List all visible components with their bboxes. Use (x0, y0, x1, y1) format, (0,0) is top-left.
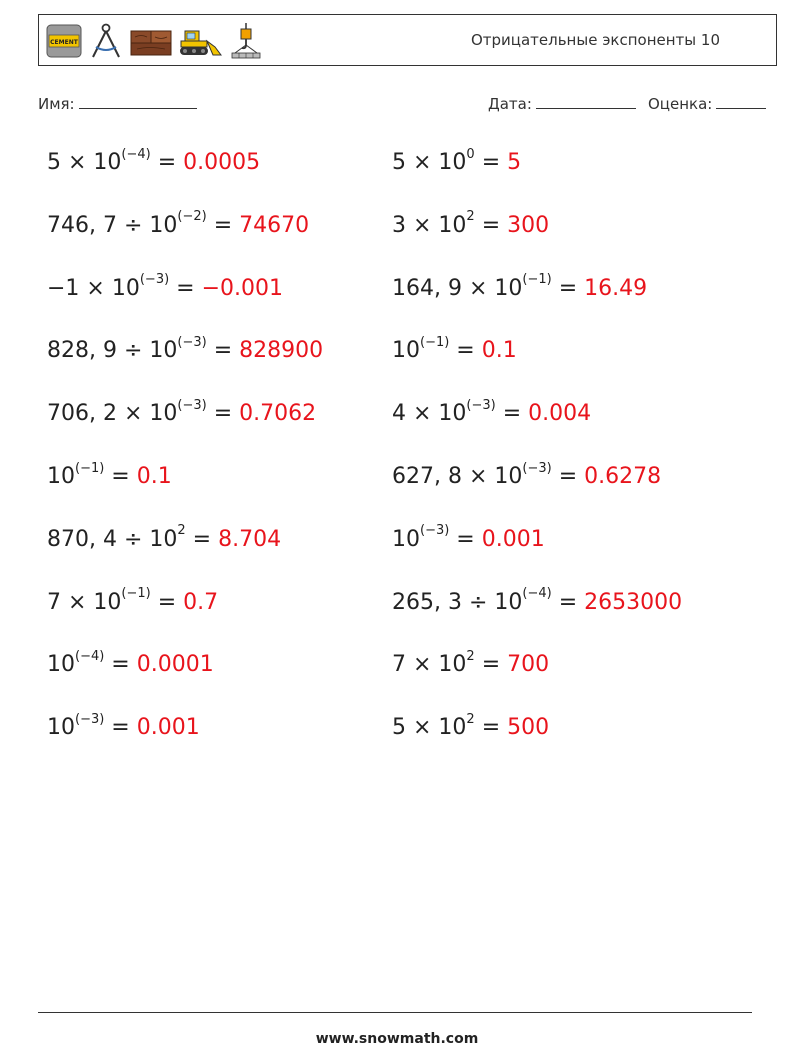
equals-sign: = (150, 589, 184, 615)
problem-answer: 0.001 (136, 715, 200, 741)
problem-answer: 74670 (239, 212, 310, 238)
equals-sign: = (206, 401, 240, 427)
problem-exponent: (−1) (75, 460, 105, 476)
score-blank[interactable] (716, 94, 766, 109)
compass-icon (87, 21, 125, 61)
problem-exponent: (−3) (420, 523, 450, 539)
problem-answer: 0.6278 (584, 464, 662, 489)
problem-expression: 7 × 10 (392, 652, 467, 678)
problem-expression: 10 (47, 715, 75, 741)
worksheet-header (38, 14, 777, 66)
problem-exponent: (−1) (522, 272, 552, 288)
equals-sign: = (206, 338, 240, 364)
score-label: Оценка: (648, 95, 713, 113)
equals-sign: = (474, 652, 508, 678)
problem-expression: 164, 9 × 10 (392, 275, 523, 301)
problem-expression: 706, 2 × 10 (47, 401, 178, 427)
problem-expression: 10 (47, 464, 75, 489)
problem-expression: 627, 8 × 10 (392, 464, 523, 489)
problem-exponent: 2 (466, 711, 475, 727)
problem-expression: 870, 4 ÷ 10 (47, 526, 178, 552)
problem-left-3 (47, 272, 284, 301)
problem-exponent: (−4) (522, 586, 552, 602)
problem-expression: 10 (392, 526, 420, 552)
equals-sign: = (104, 464, 137, 489)
problem-exponent: 2 (466, 649, 475, 665)
problem-left-6 (47, 460, 172, 489)
problem-answer: 5 (507, 150, 522, 175)
problem-expression: 7 × 10 (47, 589, 122, 615)
problem-answer: 300 (507, 212, 550, 238)
wood-planks-icon (129, 21, 173, 61)
equals-sign: = (104, 652, 137, 678)
problem-right-6 (392, 460, 662, 489)
equals-sign: = (169, 275, 202, 301)
name-field (38, 94, 197, 113)
equals-sign: = (449, 526, 482, 552)
problem-left-7 (47, 523, 282, 552)
problem-expression: −1 × 10 (47, 275, 140, 301)
worksheet-title: Отрицательные экспоненты 10 (470, 31, 720, 49)
equals-sign: = (474, 715, 508, 741)
problem-answer: 0.001 (481, 526, 545, 552)
problem-exponent: (−3) (522, 460, 552, 476)
problem-answer: 0.004 (528, 401, 592, 427)
date-field (488, 94, 636, 113)
problem-expression: 5 × 10 (392, 715, 467, 741)
problem-right-3 (392, 272, 648, 301)
problem-exponent: 2 (466, 209, 475, 225)
equals-sign: = (551, 464, 585, 489)
problem-right-10 (392, 711, 550, 741)
problem-expression: 746, 7 ÷ 10 (47, 212, 178, 238)
problem-left-5 (47, 397, 317, 427)
footer-url: www.snowmath.com (315, 1031, 479, 1047)
problem-answer: 0.1 (136, 464, 172, 489)
problem-exponent: (−3) (177, 335, 207, 351)
problem-exponent: (−2) (177, 209, 207, 225)
problem-exponent: (−3) (466, 397, 496, 413)
problem-exponent: (−1) (121, 586, 151, 602)
name-label: Имя: (38, 95, 75, 113)
problem-answer: 2653000 (584, 589, 683, 615)
problem-answer: 8.704 (218, 526, 282, 552)
problem-right-8 (392, 586, 683, 615)
problem-exponent: (−4) (121, 146, 151, 162)
problem-expression: 828, 9 ÷ 10 (47, 338, 178, 364)
name-blank[interactable] (79, 94, 197, 109)
problem-left-2 (47, 209, 310, 238)
score-field (648, 94, 766, 113)
date-label: Дата: (488, 95, 532, 113)
problem-exponent: (−4) (75, 649, 105, 665)
problem-expression: 5 × 10 (47, 150, 122, 175)
problem-left-4 (47, 335, 324, 364)
problem-expression: 265, 3 ÷ 10 (392, 589, 523, 615)
problem-left-9 (47, 649, 214, 678)
problem-answer: 0.1 (481, 338, 517, 364)
problem-right-7 (392, 523, 545, 552)
svg-text:CEMENT: CEMENT (50, 39, 78, 46)
problem-left-10 (47, 711, 200, 741)
equals-sign: = (551, 589, 585, 615)
equals-sign: = (104, 715, 137, 741)
header-icons (45, 21, 265, 61)
equals-sign: = (449, 338, 482, 364)
problem-expression: 10 (47, 652, 75, 678)
problem-right-9 (392, 649, 550, 678)
problem-expression: 4 × 10 (392, 401, 467, 427)
problem-answer: 0.0001 (136, 652, 214, 678)
problem-answer: 16.49 (584, 275, 648, 301)
problem-right-4 (392, 335, 517, 364)
bulldozer-icon (177, 21, 223, 61)
problem-exponent: 2 (177, 523, 186, 539)
problem-right-1 (392, 146, 522, 175)
problem-exponent: (−3) (75, 711, 105, 727)
cement-bag-icon (45, 21, 83, 61)
equals-sign: = (150, 150, 184, 175)
problem-exponent: (−1) (420, 335, 450, 351)
problem-left-1 (47, 146, 261, 175)
problem-right-2 (392, 209, 550, 238)
problem-answer: 700 (507, 652, 550, 678)
date-blank[interactable] (536, 94, 636, 109)
problem-right-5 (392, 397, 592, 427)
problem-answer: 500 (507, 715, 550, 741)
problem-answer: −0.001 (201, 275, 284, 301)
problem-expression: 3 × 10 (392, 212, 467, 238)
problem-exponent: (−3) (177, 397, 207, 413)
equals-sign: = (185, 526, 219, 552)
problem-expression: 5 × 10 (392, 150, 467, 175)
equals-sign: = (474, 212, 508, 238)
problem-answer: 828900 (239, 338, 324, 364)
equals-sign: = (495, 401, 529, 427)
footer-divider (38, 1012, 752, 1013)
problem-expression: 10 (392, 338, 420, 364)
crane-hook-icon (227, 21, 265, 61)
problem-answer: 0.0005 (183, 150, 261, 175)
problem-exponent: 0 (466, 146, 475, 162)
equals-sign: = (474, 150, 508, 175)
problem-left-8 (47, 586, 219, 615)
problem-exponent: (−3) (139, 272, 170, 288)
problem-answer: 0.7 (183, 589, 219, 615)
equals-sign: = (206, 212, 240, 238)
equals-sign: = (551, 275, 585, 301)
problem-answer: 0.7062 (239, 401, 317, 427)
